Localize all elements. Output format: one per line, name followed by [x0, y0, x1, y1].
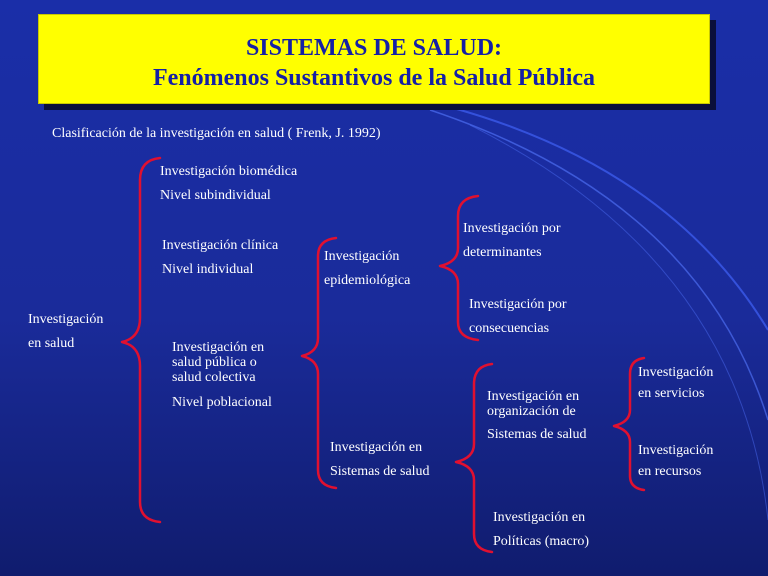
determinantes-line-2: determinantes	[463, 245, 542, 260]
node-epidemiologica	[324, 245, 410, 293]
node-organizacion	[487, 389, 587, 447]
node-clinica	[162, 234, 278, 282]
subtitle: Clasificación de la investigación en salud ( Frenk, J. 1992)	[52, 126, 381, 141]
recursos-line-1: Investigación	[638, 443, 714, 458]
sistemas-line-2: Sistemas de salud	[330, 464, 430, 479]
organizacion-line-3: Sistemas de salud	[487, 427, 587, 442]
salud-publica-line-1: Investigación en	[172, 340, 265, 355]
sistemas-line-1: Investigación en	[330, 440, 423, 455]
recursos-line-2: en recursos	[638, 464, 702, 479]
salud-publica-line-2: salud pública o	[172, 355, 257, 370]
servicios-line-1: Investigación	[638, 365, 714, 380]
node-determinantes	[463, 217, 561, 265]
title-line-2: Fenómenos Sustantivos de la Salud Pública	[152, 65, 596, 91]
consecuencias-line-1: Investigación por	[469, 297, 567, 312]
salud-publica-line-3: salud colectiva	[172, 370, 256, 385]
root-node	[28, 308, 103, 356]
node-politicas	[493, 506, 589, 554]
organizacion-line-1: Investigación en	[487, 389, 580, 404]
node-biomedica	[160, 160, 297, 208]
node-consecuencias	[469, 293, 567, 341]
node-sistemas	[330, 436, 430, 484]
clinica-line-2: Nivel individual	[162, 262, 254, 277]
politicas-line-2: Políticas (macro)	[493, 534, 590, 549]
biomedica-line-2: Nivel subindividual	[160, 188, 271, 203]
politicas-line-1: Investigación en	[493, 510, 586, 525]
biomedica-line-1: Investigación biomédica	[160, 164, 298, 179]
salud-publica-line-4: Nivel poblacional	[172, 395, 272, 410]
clinica-line-1: Investigación clínica	[162, 238, 279, 253]
consecuencias-line-2: consecuencias	[469, 321, 550, 336]
servicios-line-2: en servicios	[638, 386, 705, 401]
root-line-1: Investigación	[28, 312, 104, 327]
determinantes-line-1: Investigación por	[463, 221, 561, 236]
title-line-1: SISTEMAS DE SALUD:	[245, 35, 503, 61]
root-line-2: en salud	[28, 336, 75, 351]
node-salud-publica	[172, 340, 272, 415]
organizacion-line-2: organización de	[487, 404, 576, 419]
root-bracket	[122, 158, 160, 522]
epidemiologica-line-1: Investigación	[324, 249, 400, 264]
node-recursos	[638, 440, 713, 482]
epidemiologica-line-2: epidemiológica	[324, 273, 411, 288]
node-servicios	[638, 362, 713, 404]
